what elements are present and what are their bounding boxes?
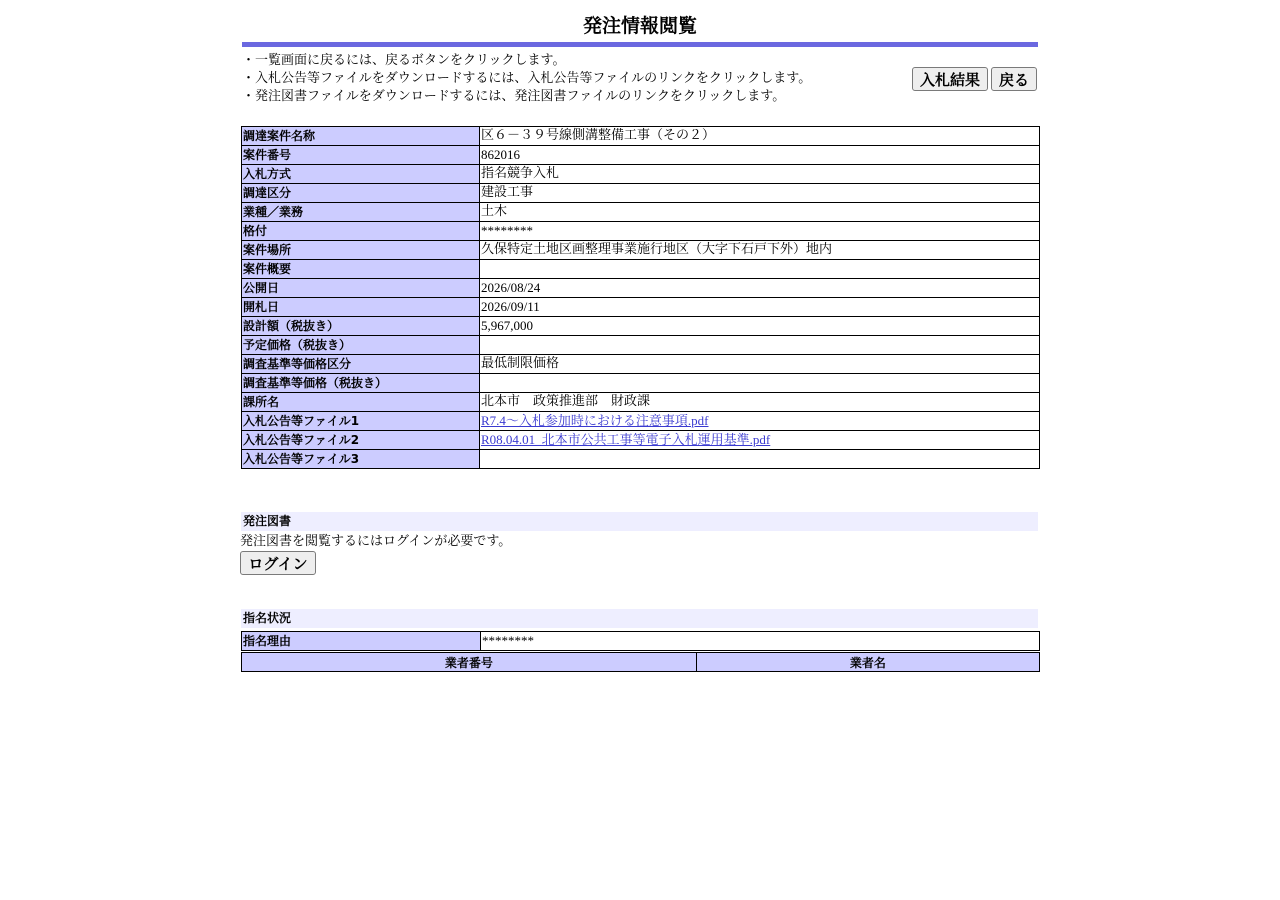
nomination-reason-table <box>241 631 1040 651</box>
row-label: 案件概要 <box>242 260 480 279</box>
nomination-reason-value: ******** <box>481 632 1040 651</box>
summary-value <box>480 260 1040 279</box>
survey-price-category-value: 最低制限価格 <box>480 355 1040 374</box>
case-name-value: 区６－３９号線側溝整備工事（その２） <box>480 127 1040 146</box>
row-label: 調査基準等価格（税抜き） <box>242 374 480 393</box>
instructions <box>242 52 882 106</box>
nomination-section-heading: 指名状況 <box>241 609 1038 628</box>
table-row <box>242 203 1040 222</box>
row-label: 入札公告等ファイル1 <box>242 412 480 431</box>
vendor-table <box>241 652 1040 672</box>
table-row <box>242 298 1040 317</box>
row-label: 業種／業務 <box>242 203 480 222</box>
table-row <box>242 127 1040 146</box>
login-required-note: 発注図書を閲覧するにはログインが必要です。 <box>240 534 512 549</box>
design-amount-value: 5,967,000 <box>480 317 1040 336</box>
table-row <box>242 412 1040 431</box>
back-button[interactable]: 戻る <box>991 67 1037 91</box>
case-detail-table <box>241 126 1040 469</box>
table-row <box>242 222 1040 241</box>
table-row <box>242 279 1040 298</box>
row-label: 入札公告等ファイル2 <box>242 431 480 450</box>
table-row <box>242 632 1040 651</box>
nomination-reason-label: 指名理由 <box>242 632 481 651</box>
instruction-back: ・一覧画面に戻るには、戻るボタンをクリックします。 <box>242 53 566 68</box>
bid-method-value: 指名競争入札 <box>480 165 1040 184</box>
title-divider <box>242 42 1038 47</box>
vendor-name-column-header: 業者名 <box>696 653 1039 672</box>
table-row <box>242 393 1040 412</box>
login-button[interactable]: ログイン <box>240 551 316 575</box>
drawings-section-heading: 発注図書 <box>241 512 1038 531</box>
table-row <box>242 317 1040 336</box>
bid-results-button[interactable]: 入札結果 <box>912 67 988 91</box>
table-row <box>242 450 1040 469</box>
row-label: 入札公告等ファイル3 <box>242 450 480 469</box>
table-row <box>242 355 1040 374</box>
department-value: 北本市 政策推進部 財政課 <box>480 393 1040 412</box>
table-header-row <box>242 653 1040 672</box>
row-label: 案件番号 <box>242 146 480 165</box>
procurement-category-value: 建設工事 <box>480 184 1040 203</box>
table-row <box>242 146 1040 165</box>
table-row <box>242 374 1040 393</box>
table-row <box>242 241 1040 260</box>
instruction-notice-files: ・入札公告等ファイルをダウンロードするには、入札公告等ファイルのリンクをクリックします。 <box>242 71 812 86</box>
row-label: 調査基準等価格区分 <box>242 355 480 374</box>
row-label: 調達区分 <box>242 184 480 203</box>
vendor-number-column-header: 業者番号 <box>242 653 697 672</box>
table-row <box>242 184 1040 203</box>
notice-file-2-link[interactable]: R08.04.01_北本市公共工事等電子入札運用基準.pdf <box>481 432 771 447</box>
opening-date-value: 2026/09/11 <box>480 298 1040 317</box>
row-label: 案件場所 <box>242 241 480 260</box>
location-value: 久保特定土地区画整理事業施行地区（大字下石戸下外）地内 <box>480 241 1040 260</box>
notice-file-3-value <box>480 450 1040 469</box>
case-number-value: 862016 <box>480 146 1040 165</box>
instruction-drawing-files: ・発注図書ファイルをダウンロードするには、発注図書ファイルのリンクをクリックします。 <box>242 89 786 104</box>
row-label: 設計額（税抜き） <box>242 317 480 336</box>
industry-value: 土木 <box>480 203 1040 222</box>
row-label: 公開日 <box>242 279 480 298</box>
row-label: 予定価格（税抜き） <box>242 336 480 355</box>
table-row <box>242 336 1040 355</box>
notice-file-1-link[interactable]: R7.4～入札参加時における注意事項.pdf <box>481 413 709 428</box>
publish-date-value: 2026/08/24 <box>480 279 1040 298</box>
survey-price-value <box>480 374 1040 393</box>
row-label: 課所名 <box>242 393 480 412</box>
table-row <box>242 260 1040 279</box>
page-title: 発注情報閲覧 <box>582 15 697 37</box>
table-row <box>242 165 1040 184</box>
table-row <box>242 431 1040 450</box>
row-label: 入札方式 <box>242 165 480 184</box>
row-label: 調達案件名称 <box>242 127 480 146</box>
rating-value: ******** <box>480 222 1040 241</box>
planned-price-value <box>480 336 1040 355</box>
row-label: 開札日 <box>242 298 480 317</box>
row-label: 格付 <box>242 222 480 241</box>
